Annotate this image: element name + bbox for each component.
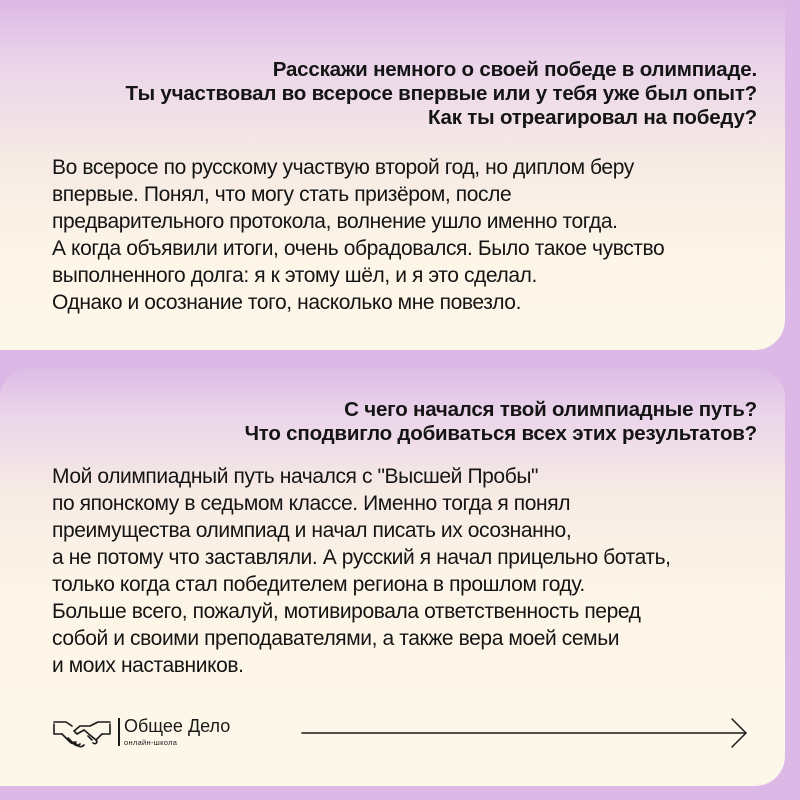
answer-2-line-3: преимущества олимпиад и начал писать их осознанно, bbox=[52, 519, 572, 542]
answer-1-line-5: выполненного долга: я к этому шёл, и я это сделал. bbox=[52, 264, 537, 287]
answer-2-line-1: Мой олимпиадный путь начался с "Высшей Пробы" bbox=[52, 465, 539, 488]
question-2 bbox=[52, 398, 757, 446]
footer bbox=[52, 716, 752, 750]
answer-2-line-7: собой и своими преподавателями, а также вера моей семьи bbox=[52, 627, 620, 650]
handshake-icon bbox=[52, 716, 112, 748]
logo-divider bbox=[118, 718, 120, 746]
question-1 bbox=[52, 58, 757, 130]
question-2-line-1: С чего начался твой олимпиадные путь? bbox=[344, 398, 757, 421]
answer-1-line-3: предварительного протокола, волнение ушло именно тогда. bbox=[52, 210, 618, 233]
question-1-line-2: Ты участвовал во всеросе впервые или у тебя уже был опыт? bbox=[125, 82, 757, 105]
question-1-line-1: Расскажи немного о своей победе в олимпиаде. bbox=[272, 58, 757, 81]
question-2-line-2: Что сподвигло добиваться всех этих результатов? bbox=[244, 422, 757, 445]
answer-2-line-4: а не потому что заставляли. А русский я начал прицельно ботать, bbox=[52, 546, 671, 569]
answer-1-line-2: впервые. Понял, что могу стать призёром, после bbox=[52, 183, 512, 206]
answer-1-line-6: Однако и осознание того, насколько мне повезло. bbox=[52, 291, 521, 314]
card-first-question bbox=[0, 0, 785, 350]
brand-name: Общее Дело bbox=[124, 716, 231, 736]
answer-2-line-5: только когда стал победителем региона в прошлом году. bbox=[52, 573, 585, 596]
question-1-line-3: Как ты отреагировал на победу? bbox=[427, 106, 757, 129]
arrow-right-icon[interactable] bbox=[300, 716, 750, 750]
answer-2-line-2: по японскому в седьмом классе. Именно тогда я понял bbox=[52, 492, 571, 515]
answer-1-line-4: А когда объявили итоги, очень обрадовался. Было такое чувство bbox=[52, 237, 665, 260]
answer-2-line-8: и моих наставников. bbox=[52, 654, 244, 677]
brand-subtitle: онлайн-школа bbox=[124, 738, 178, 747]
answer-2-line-6: Больше всего, пожалуй, мотивировала ответственность перед bbox=[52, 600, 641, 623]
answer-1-line-1: Во всеросе по русскому участвую второй год, но диплом беру bbox=[52, 156, 634, 179]
answer-1 bbox=[52, 154, 757, 316]
answer-2 bbox=[52, 463, 757, 679]
